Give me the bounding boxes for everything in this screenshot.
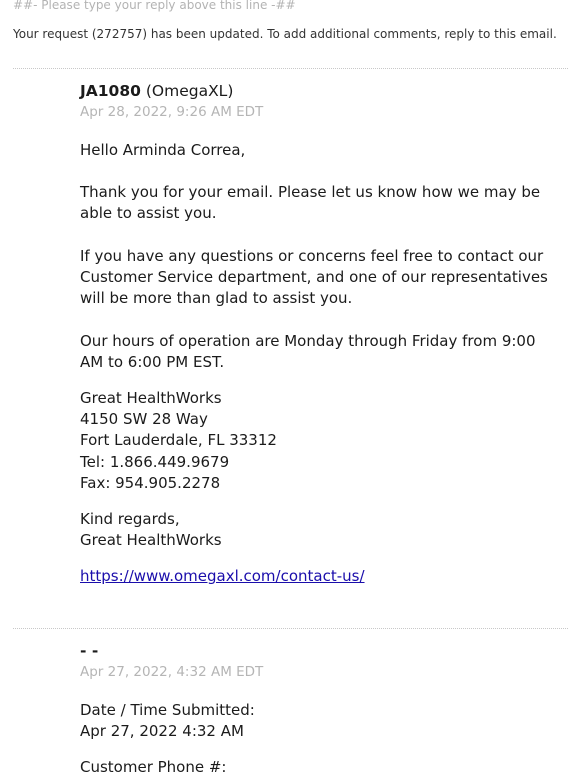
address-line-1: 4150 SW 28 Way (80, 410, 208, 429)
customer-phone-label: Customer Phone #: (80, 758, 227, 776)
date-time-label: Date / Time Submitted: (80, 701, 255, 719)
address-line-2: Fort Lauderdale, FL 33312 (80, 431, 277, 450)
message-divider (13, 68, 568, 69)
closing: Kind regards, (80, 510, 180, 528)
submission-block (80, 700, 560, 742)
author-name: JA1080 (80, 82, 141, 100)
signature: Great HealthWorks (80, 531, 222, 550)
paragraph-hours: Our hours of operation are Monday through Friday from 9:00 AM to 6:00 PM EST. (80, 332, 536, 372)
message-date: Apr 28, 2022, 9:26 AM EDT (80, 104, 264, 120)
message-author: - - (80, 642, 99, 660)
telephone: Tel: 1.866.449.9679 (80, 452, 230, 471)
reply-above-line-marker: ##- Please type your reply above this line -## (13, 0, 296, 12)
link-block (80, 566, 560, 587)
message-divider (13, 628, 568, 629)
fax: Fax: 954.905.2278 (80, 473, 221, 492)
message-date: Apr 27, 2022, 4:32 AM EDT (80, 664, 264, 680)
contact-us-link[interactable]: https://www.omegaxl.com/contact-us/ (80, 567, 365, 585)
closing-block (80, 509, 560, 551)
company-block (80, 388, 560, 494)
company-name: Great HealthWorks (80, 389, 222, 407)
date-time-value: Apr 27, 2022 4:32 AM (80, 722, 244, 741)
paragraph-contact: If you have any questions or concerns feel free to contact our Customer Service department, and one of our representatives will be more than glad to assist you. (80, 247, 548, 308)
author-org: (OmegaXL) (145, 82, 234, 100)
message-author (80, 81, 233, 101)
paragraph-thanks: Thank you for your email. Please let us know how we may be able to assist you. (80, 183, 541, 223)
greeting: Hello Arminda Correa, (80, 141, 246, 159)
request-update-notice: Your request (272757) has been updated. To add additional comments, reply to this email. (13, 27, 557, 41)
